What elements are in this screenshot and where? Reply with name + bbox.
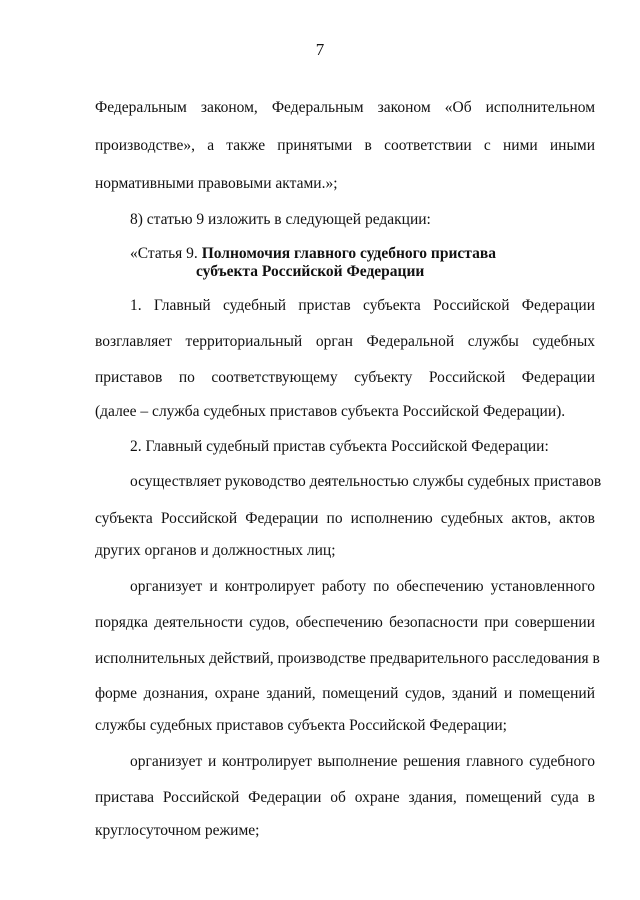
text-line: 8) статью 9 изложить в следующей редакции: bbox=[130, 211, 431, 228]
text-line: других органов и должностных лиц; bbox=[95, 542, 336, 559]
article-title-line2: субъекта Российской Федерации bbox=[196, 263, 425, 280]
text-line: Федеральным законом, Федеральным законом «Об исполнительном bbox=[95, 99, 595, 116]
text-line: организует и контролирует работу по обеспечению установленного bbox=[130, 578, 595, 595]
text-line: организует и контролирует выполнение решения главного судебного bbox=[130, 753, 595, 770]
text-line: приставов по соответствующему субъекту Российской Федерации bbox=[95, 369, 595, 386]
article-title: Полномочия главного судебного пристава bbox=[201, 245, 496, 262]
article-heading bbox=[130, 244, 595, 264]
text-line: возглавляет территориальный орган Федеральной службы судебных bbox=[95, 333, 595, 350]
text-line: исполнительных действий, производстве предварительного расследования в bbox=[95, 650, 600, 667]
article-prefix: «Статья 9. bbox=[130, 245, 202, 262]
text-line: осуществляет руководство деятельностью службы судебных приставов bbox=[130, 473, 602, 490]
text-line: круглосуточном режиме; bbox=[95, 822, 260, 839]
text-line: нормативными правовыми актами.»; bbox=[95, 175, 338, 192]
text-line: 1. Главный судебный пристав субъекта Российской Федерации bbox=[130, 297, 595, 314]
text-line: порядка деятельности судов, обеспечению безопасности при совершении bbox=[95, 614, 595, 631]
text-line: субъекта Российской Федерации по исполнению судебных актов, актов bbox=[95, 510, 595, 527]
text-line: (далее – служба судебных приставов субъекта Российской Федерации). bbox=[95, 403, 566, 420]
text-line: производстве», а также принятыми в соответствии с ними иными bbox=[95, 137, 595, 154]
text-line: пристава Российской Федерации об охране здания, помещений суда в bbox=[95, 789, 595, 806]
text-line: форме дознания, охране зданий, помещений судов, зданий и помещений bbox=[95, 685, 595, 702]
text-line: службы судебных приставов субъекта Российской Федерации; bbox=[95, 717, 507, 734]
text-line: 2. Главный судебный пристав субъекта Российской Федерации: bbox=[130, 438, 549, 455]
page-number: 7 bbox=[315, 40, 325, 59]
